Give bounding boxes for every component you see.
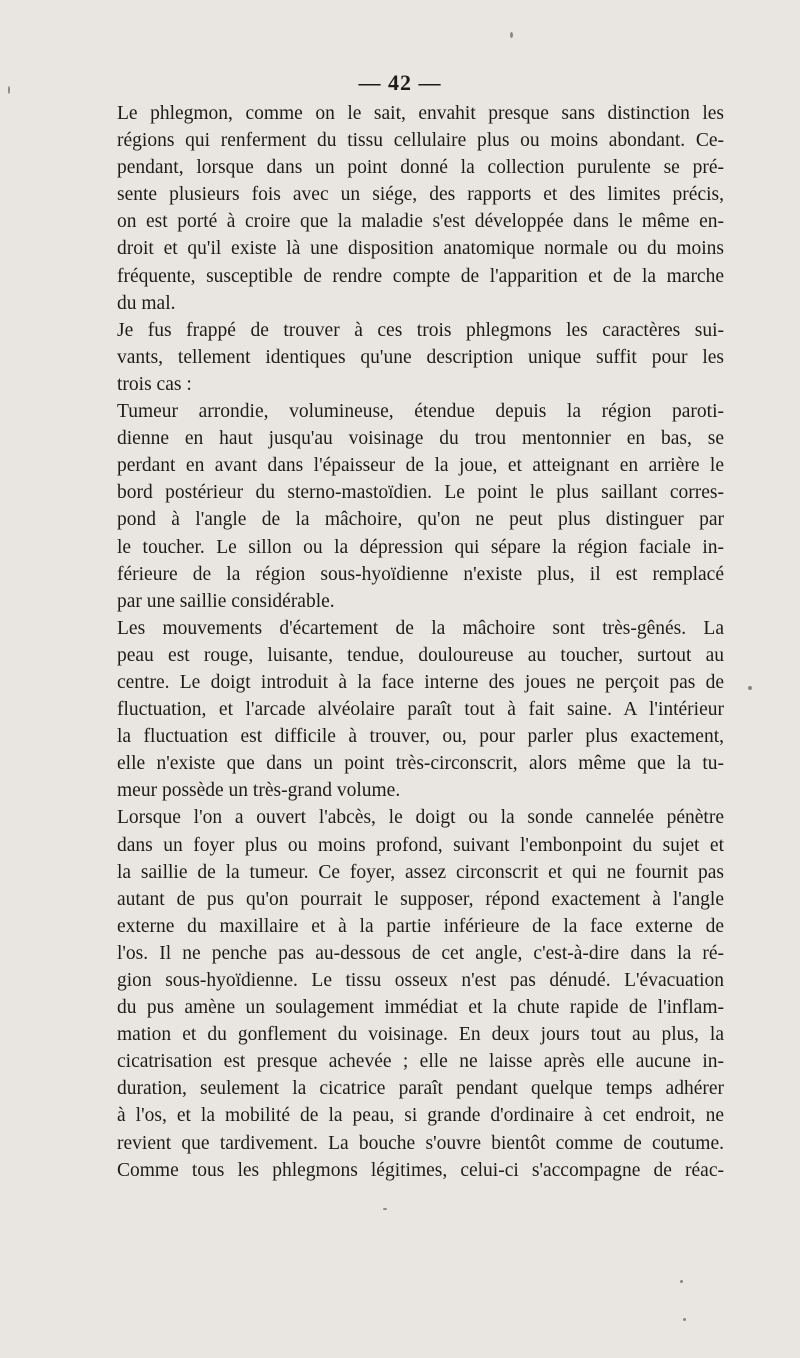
text-line: dienne en haut jusqu'au voisinage du trou mentonnier en bas, se (117, 428, 724, 450)
text-line: pendant, lorsque dans un point donné la collection purulente se pré- (117, 157, 724, 179)
text-line: Comme tous les phlegmons légitimes, celui-ci s'accompagne de réac- (117, 1159, 724, 1181)
text-line: Les mouvements d'écartement de la mâchoire sont très-gênés. La (117, 617, 724, 639)
text-line: sente plusieurs fois avec un siége, des rapports et des limites précis, (117, 184, 724, 206)
text-line: Lorsque l'on a ouvert l'abcès, le doigt ou la sonde cannelée pénètre (117, 807, 724, 829)
text-line: cicatrisation est presque achevée ; elle ne laisse après elle aucune in- (117, 1051, 724, 1073)
text-line: duration, seulement la cicatrice paraît pendant quelque temps adhérer (117, 1078, 724, 1100)
text-line: dans un foyer plus ou moins profond, suivant l'embonpoint du sujet et (117, 834, 724, 856)
body-text (117, 100, 724, 1184)
text-line: vants, tellement identiques qu'une description unique suffit pour les (117, 346, 724, 368)
text-line: revient que tardivement. La bouche s'ouvre bientôt comme de coutume. (117, 1132, 724, 1154)
text-line: autant de pus qu'on pourrait le supposer, répond exactement à l'angle (117, 888, 724, 910)
page-number: — 42 — (358, 70, 442, 95)
text-line: Le phlegmon, comme on le sait, envahit presque sans distinction les (117, 103, 724, 124)
paper-speck (510, 32, 513, 38)
text-line: gion sous-hyoïdienne. Le tissu osseux n'est pas dénudé. L'évacuation (117, 970, 724, 991)
text-line: pond à l'angle de la mâchoire, qu'on ne peut plus distinguer par (117, 509, 724, 531)
text-line: l'os. Il ne penche pas au-dessous de cet angle, c'est-à-dire dans la ré- (117, 942, 724, 964)
text-line: férieure de la région sous-hyoïdienne n'existe plus, il est remplacé (117, 563, 724, 585)
text-line: régions qui renferment du tissu cellulaire plus ou moins abondant. Ce- (117, 130, 724, 152)
text-line: fréquente, susceptible de rendre compte de l'apparition et de la marche (117, 265, 724, 287)
paper-speck (748, 686, 752, 690)
text-line: la fluctuation est difficile à trouver, ou, pour parler plus exactement, (117, 726, 724, 748)
text-line: centre. Le doigt introduit à la face interne des joues ne perçoit pas de (117, 671, 724, 693)
text-line: fluctuation, et l'arcade alvéolaire paraît tout à fait saine. A l'intérieur (117, 699, 724, 721)
text-line: du pus amène un soulagement immédiat et la chute rapide de l'inflam- (117, 997, 724, 1019)
text-line: par une saillie considérable. (117, 590, 335, 612)
text-line: peau est rouge, luisante, tendue, douloureuse au toucher, surtout au (117, 644, 724, 666)
paper-speck (8, 86, 10, 94)
text-line: bord postérieur du sterno-mastoïdien. Le point le plus saillant corres- (117, 482, 724, 504)
text-line: mation et du gonflement du voisinage. En deux jours tout au plus, la (117, 1024, 724, 1046)
text-line: droit et qu'il existe là une disposition anatomique normale ou du moins (117, 238, 724, 260)
paper-speck (383, 1208, 387, 1210)
text-line: on est porté à croire que la maladie s'est développée dans le même en- (117, 211, 724, 233)
text-line: à l'os, et la mobilité de la peau, si grande d'ordinaire à cet endroit, ne (117, 1105, 724, 1127)
text-line: Tumeur arrondie, volumineuse, étendue depuis la région paroti- (117, 401, 724, 423)
text-line: le toucher. Le sillon ou la dépression qui sépare la région faciale in- (117, 536, 724, 558)
text-line: externe du maxillaire et à la partie inférieure de la face externe de (117, 915, 724, 937)
text-line: du mal. (117, 292, 176, 314)
text-line: la saillie de la tumeur. Ce foyer, assez circonscrit et qui ne fournit pas (117, 861, 724, 883)
text-line: perdant en avant dans l'épaisseur de la joue, et atteignant en arrière le (117, 455, 724, 477)
text-line: trois cas : (117, 373, 192, 395)
text-line: Je fus frappé de trouver à ces trois phlegmons les caractères sui- (117, 319, 724, 341)
text-line: meur possède un très-grand volume. (117, 780, 401, 802)
paper-speck (683, 1318, 686, 1321)
paper-speck (680, 1280, 683, 1283)
text-line: elle n'existe que dans un point très-circonscrit, alors même que la tu- (117, 753, 724, 775)
